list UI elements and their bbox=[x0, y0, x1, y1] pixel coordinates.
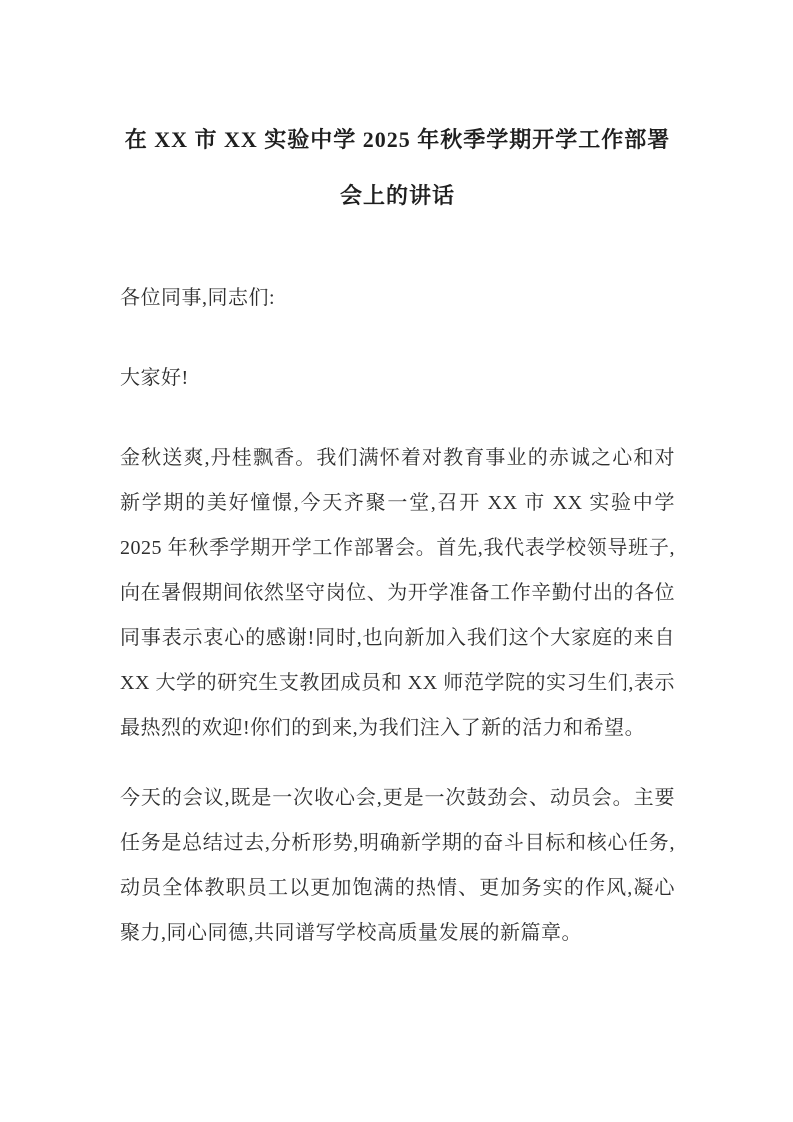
body-paragraph-1: 金秋送爽,丹桂飘香。我们满怀着对教育事业的赤诚之心和对新学期的美好憧憬,今天齐聚一堂,召开 XX 市 XX 实验中学 2025 年秋季学期开学工作部署会。首先,我代表学校领导班子,向在暑假期间依然坚守岗位、为开学准备工作辛勤付出的各位同事表示衷心的感谢!同时,也向新加入我们这个大家庭的来自 XX 大学的研究生支教团成员和 XX 师范学院的实习生们,表示最热烈的欢迎!你们的到来,为我们注入了新的活力和希望。 bbox=[120, 447, 675, 739]
greeting-line: 大家好! bbox=[120, 367, 189, 389]
body-paragraph-2: 今天的会议,既是一次收心会,更是一次鼓劲会、动员会。主要任务是总结过去,分析形势,明确新学期的奋斗目标和核心任务,动员全体教职员工以更加饱满的热情、更加务实的作风,凝心聚力,同心同德,共同谱写学校高质量发展的新篇章。 bbox=[120, 787, 675, 944]
salutation-line: 各位同事,同志们: bbox=[120, 287, 276, 309]
document-title: 在 XX 市 XX 实验中学 2025 年秋季学期开学工作部署会上的讲话 bbox=[124, 127, 671, 208]
